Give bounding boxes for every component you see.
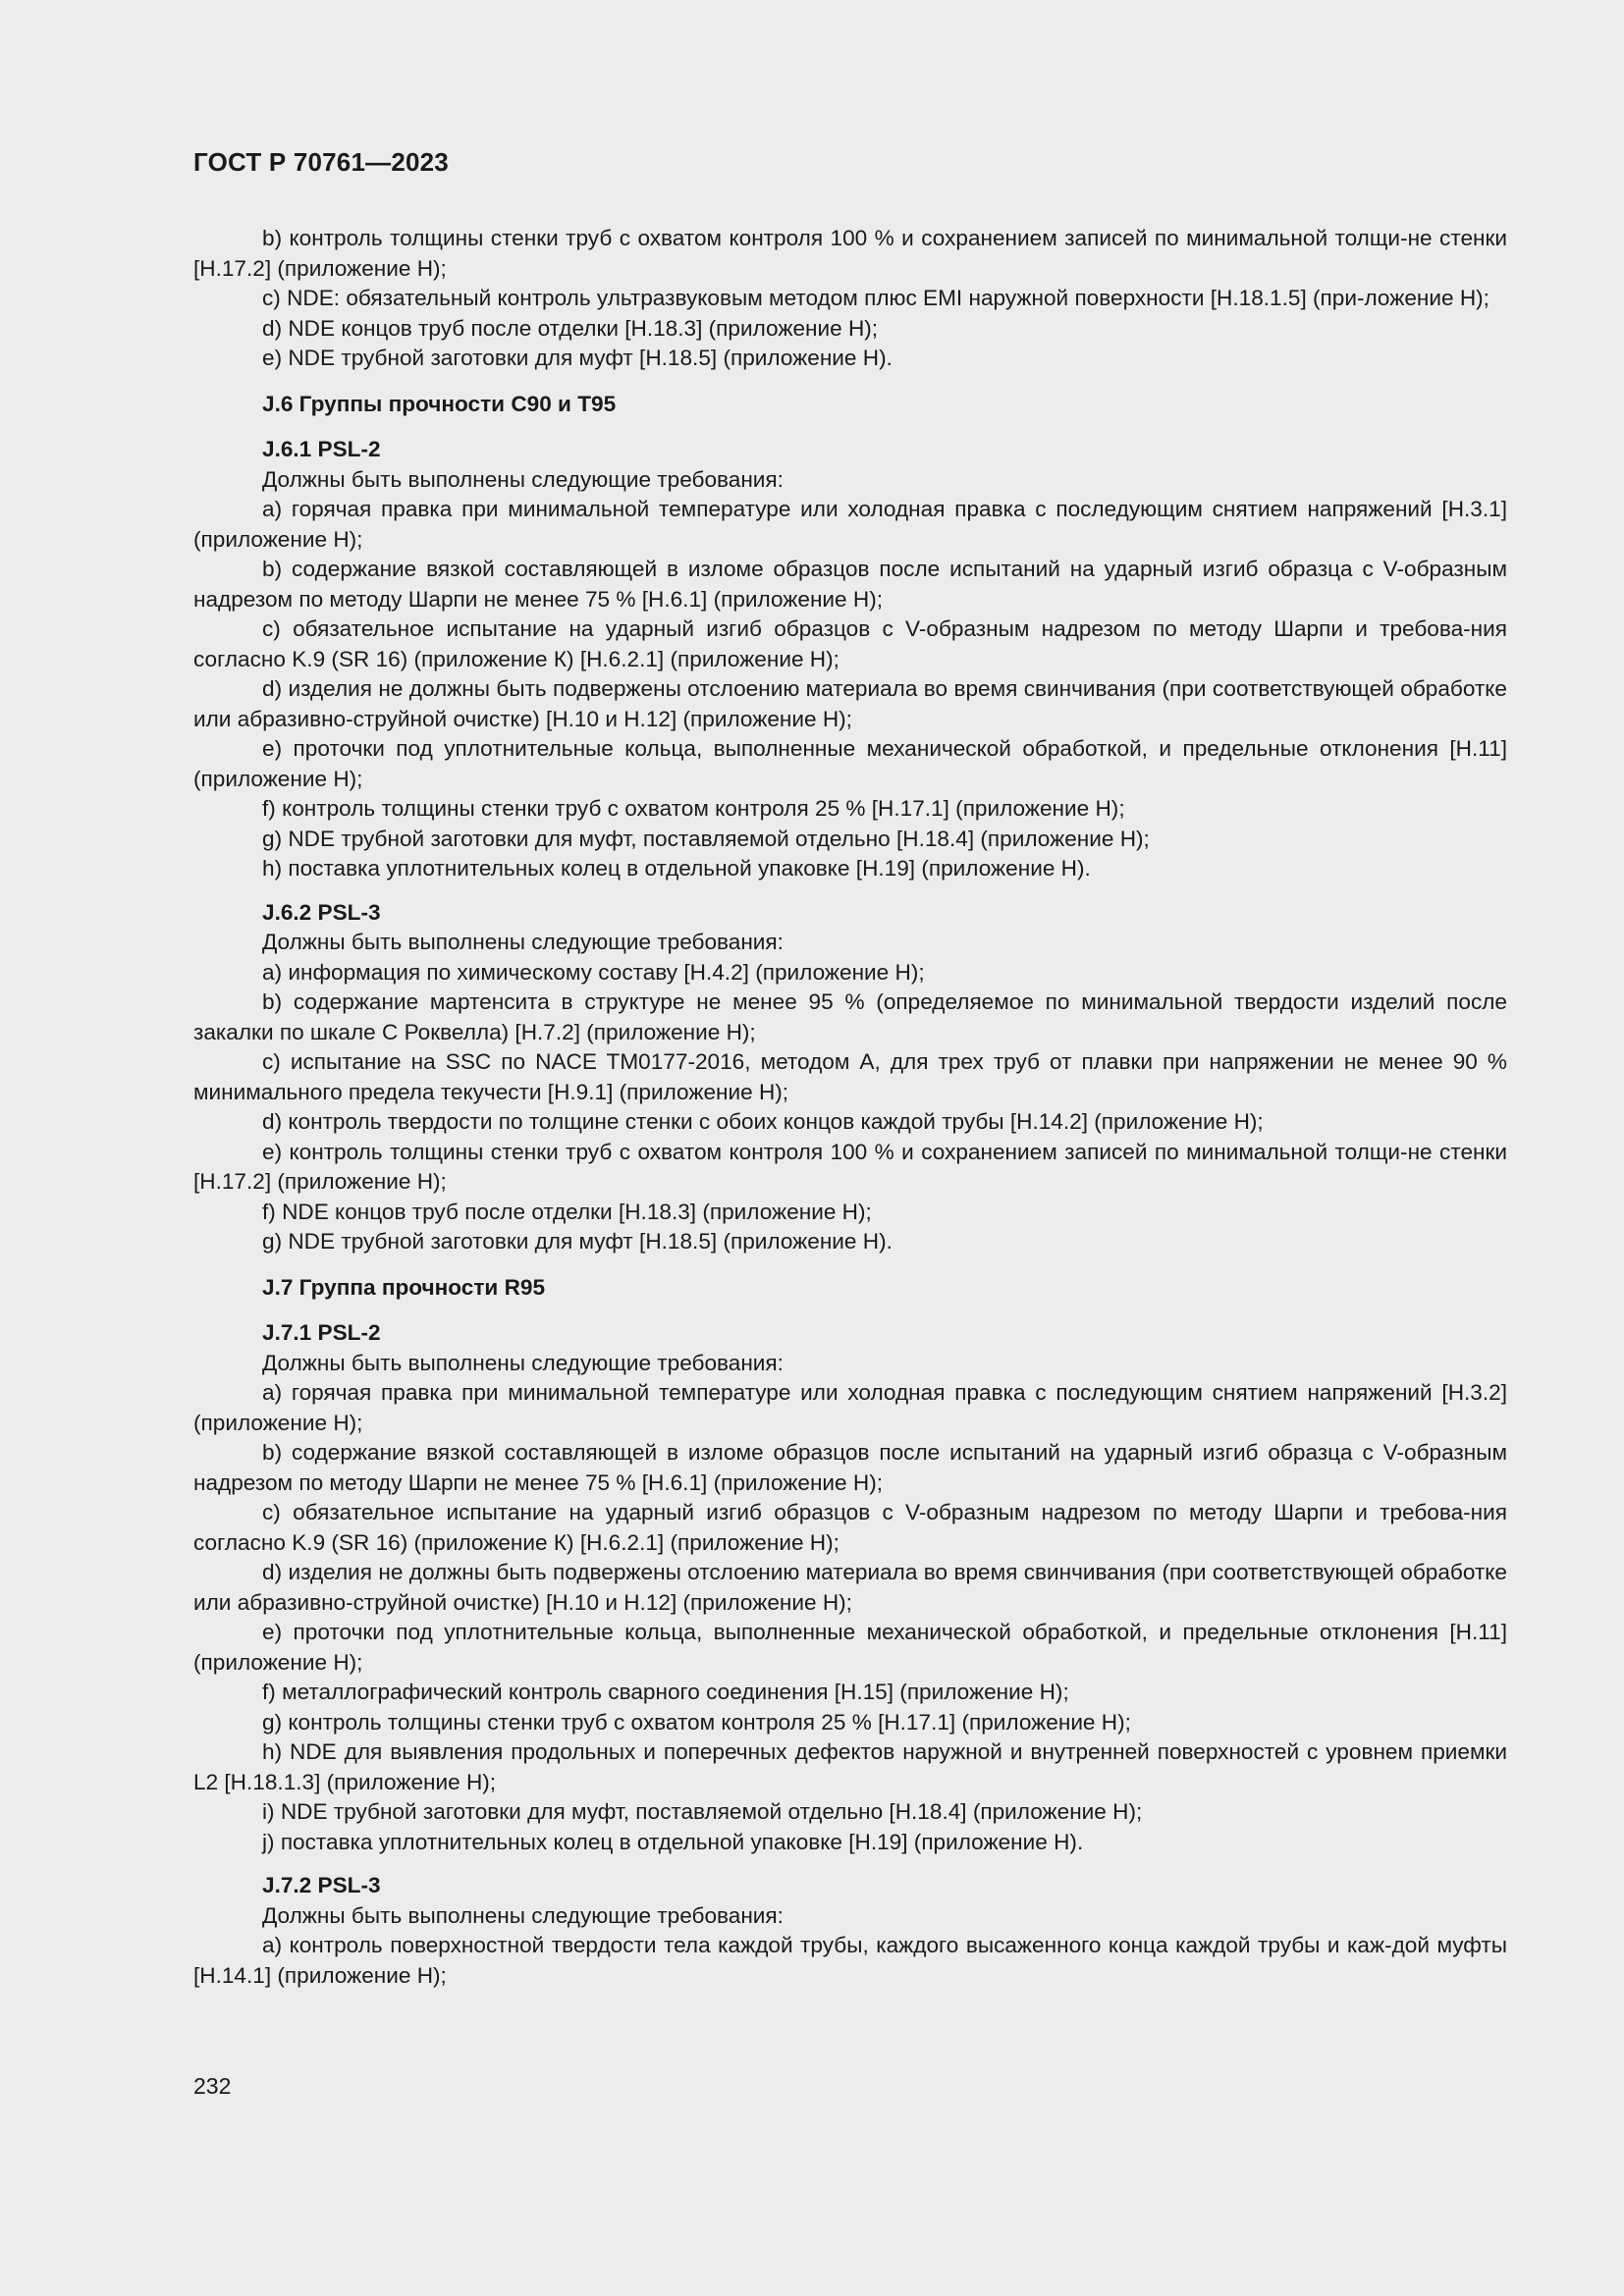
list-item: f) NDE концов труб после отделки [H.18.3] (приложение Н); — [262, 1199, 872, 1224]
section-heading: J.6 Группы прочности С90 и Т95 — [262, 391, 617, 416]
requirements-intro: Должны быть выполнены следующие требования: — [262, 1902, 784, 1928]
list-item: b) контроль толщины стенки труб с охватом контроля 100 % и сохранением записей по минимальной толщи-не стенки [H.17.2] (приложение Н); — [193, 226, 1507, 281]
list-item: b) содержание вязкой составляющей в изломе образцов после испытаний на ударный изгиб образца с V-образным надрезом по методу Шарпи не менее 75 % [H.6.1] (приложение Н); — [193, 1440, 1507, 1495]
list-item: e) NDE трубной заготовки для муфт [H.18.5] (приложение Н). — [262, 346, 893, 370]
requirements-intro: Должны быть выполнены следующие требования: — [262, 466, 784, 492]
list-item: f) металлографический контроль сварного соединения [H.15] (приложение Н); — [262, 1680, 1069, 1704]
list-item: a) информация по химическому составу [H.4.2] (приложение Н); — [262, 959, 925, 985]
subsection-heading: J.6.1 PSL-2 — [262, 437, 381, 461]
requirements-intro: Должны быть выполнены следующие требования: — [262, 1350, 784, 1375]
list-item: c) обязательное испытание на ударный изгиб образцов с V-образным надрезом по методу Шарпи и требова-ния согласно K.9 (SR 16) (приложение К) [H.6.2.1] (приложение Н); — [193, 1500, 1507, 1555]
section-heading: J.7 Группа прочности R95 — [262, 1274, 546, 1300]
document-header: ГОСТ Р 70761—2023 — [193, 147, 449, 177]
list-item: c) NDE: обязательный контроль ультразвуковым методом плюс EMI наружной поверхности [H.18.1.5] (при-ложение Н); — [262, 286, 1489, 310]
list-item: c) обязательное испытание на ударный изгиб образцов с V-образным надрезом по методу Шарпи и требова-ния согласно K.9 (SR 16) (приложение К) [H.6.2.1] (приложение Н); — [193, 616, 1507, 671]
list-item: e) контроль толщины стенки труб с охватом контроля 100 % и сохранением записей по минимальной толщи-не стенки [H.17.2] (приложение Н); — [193, 1139, 1507, 1194]
list-item: i) NDE трубной заготовки для муфт, поставляемой отдельно [H.18.4] (приложение Н); — [262, 1799, 1143, 1824]
list-item: a) контроль поверхностной твердости тела каждой трубы, каждого высаженного конца каждой трубы и каж-дой муфты [H.14.1] (приложение Н); — [193, 1933, 1507, 1988]
list-item: h) NDE для выявления продольных и поперечных дефектов наружной и внутренней поверхностей с уровнем приемки L2 [H.18.1.3] (приложение Н); — [193, 1739, 1507, 1794]
list-item: b) содержание мартенсита в структуре не менее 95 % (определяемое по минимальной твердости изделий после закалки по шкале С Роквелла) [H.7.2] (приложение Н); — [193, 989, 1507, 1044]
list-item: a) горячая правка при минимальной температуре или холодная правка с последующим снятием напряжений [H.3.2] (приложение Н); — [193, 1380, 1507, 1435]
list-item: d) NDE концов труб после отделки [H.18.3] (приложение Н); — [262, 315, 879, 341]
list-item: h) поставка уплотнительных колец в отдельной упаковке [H.19] (приложение Н). — [262, 856, 1091, 881]
list-item: a) горячая правка при минимальной температуре или холодная правка с последующим снятием напряжений [H.3.1] (приложение Н); — [193, 497, 1507, 552]
list-item: e) проточки под уплотнительные кольца, выполненные механической обработкой, и предельные отклонения [H.11] (приложение Н); — [193, 1620, 1507, 1675]
document-body — [193, 224, 1507, 1991]
list-item: g) NDE трубной заготовки для муфт [H.18.5] (приложение Н). — [262, 1229, 893, 1254]
list-item: d) изделия не должны быть подвержены отслоению материала во время свинчивания (при соответствующей обработке или абразивно-струйной очистке) [H.10 и H.12] (приложение Н); — [193, 1560, 1507, 1615]
subsection-heading: J.7.2 PSL-3 — [262, 1873, 381, 1897]
subsection-heading: J.6.2 PSL-3 — [262, 899, 381, 925]
list-item: d) изделия не должны быть подвержены отслоению материала во время свинчивания (при соответствующей обработке или абразивно-струйной очистке) [H.10 и H.12] (приложение Н); — [193, 676, 1507, 731]
list-item: f) контроль толщины стенки труб с охватом контроля 25 % [H.17.1] (приложение Н); — [262, 796, 1125, 821]
list-item: g) контроль толщины стенки труб с охватом контроля 25 % [H.17.1] (приложение Н); — [262, 1709, 1131, 1735]
subsection-heading: J.7.1 PSL-2 — [262, 1320, 381, 1345]
list-item: g) NDE трубной заготовки для муфт, поставляемой отдельно [H.18.4] (приложение Н); — [262, 826, 1150, 851]
requirements-intro: Должны быть выполнены следующие требования: — [262, 930, 784, 954]
list-item: c) испытание на SSC по NACE TM0177-2016, методом А, для трех труб от плавки при напряжении не менее 90 % минимального предела текучести [H.9.1] (приложение Н); — [193, 1049, 1507, 1104]
list-item: j) поставка уплотнительных колец в отдельной упаковке [H.19] (приложение Н). — [262, 1829, 1084, 1854]
list-item: d) контроль твердости по толщине стенки с обоих концов каждой трубы [H.14.2] (приложение Н); — [262, 1109, 1264, 1134]
list-item: e) проточки под уплотнительные кольца, выполненные механической обработкой, и предельные отклонения [H.11] (приложение Н); — [193, 736, 1507, 791]
list-item: b) содержание вязкой составляющей в изломе образцов после испытаний на ударный изгиб образца с V-образным надрезом по методу Шарпи не менее 75 % [H.6.1] (приложение Н); — [193, 557, 1507, 612]
page-number: 232 — [193, 2073, 232, 2099]
